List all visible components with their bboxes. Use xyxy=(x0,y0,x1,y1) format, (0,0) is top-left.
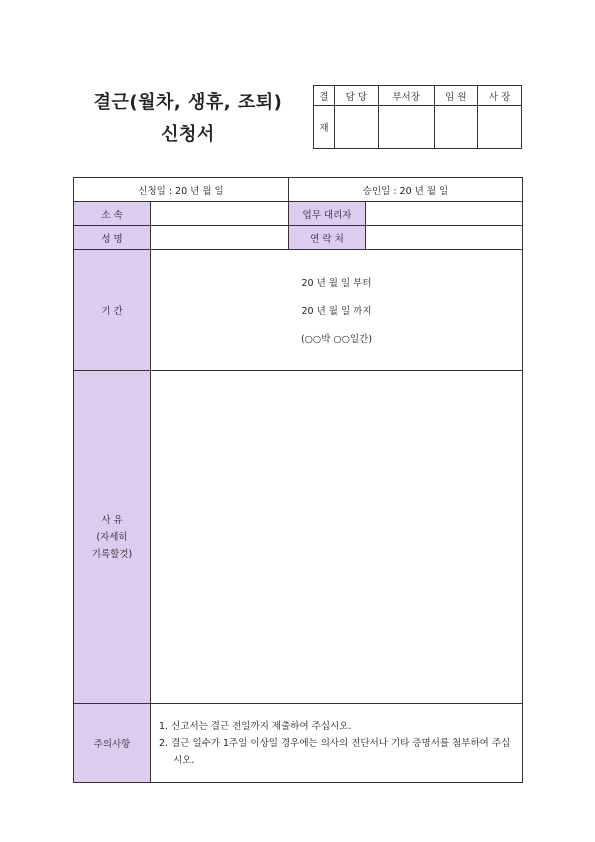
apply-date[interactable]: 신청일 : 20 년 월 일 xyxy=(74,178,289,202)
contact-label: 연 락 처 xyxy=(289,226,366,250)
form-subtitle: 신청서 xyxy=(161,124,215,145)
notes-label: 주의사항 xyxy=(74,704,151,783)
period-field[interactable] xyxy=(151,250,523,371)
note-1: 1. 신고서는 결근 전일까지 제출하여 주십시오. xyxy=(159,720,352,732)
reason-label-hint-1: (자세히 xyxy=(96,531,128,543)
contact-field[interactable] xyxy=(366,226,523,250)
approval-sign-staff[interactable] xyxy=(335,106,379,149)
application-form xyxy=(73,177,523,783)
deputy-label: 업무 대리자 xyxy=(289,202,366,226)
approval-sign-president[interactable] xyxy=(478,106,522,149)
approval-col-manager: 부서장 xyxy=(378,86,434,106)
affiliation-field[interactable] xyxy=(151,202,289,226)
approval-label-top: 결 xyxy=(314,86,335,106)
name-label: 성 명 xyxy=(74,226,151,250)
period-days: (○○박 ○○일간) xyxy=(300,334,373,345)
deputy-field[interactable] xyxy=(366,202,523,226)
reason-label xyxy=(74,371,151,704)
approval-label-bottom: 재 xyxy=(314,106,335,149)
reason-label-hint-2: 기록할것) xyxy=(91,548,133,560)
approve-date[interactable]: 승인일 : 20 년 월 일 xyxy=(289,178,523,202)
notes-content xyxy=(151,704,523,783)
reason-field[interactable] xyxy=(151,371,523,704)
form-title: 결근(월차, 생휴, 조퇴) xyxy=(93,92,283,113)
approval-col-staff: 담 당 xyxy=(335,86,379,106)
affiliation-label: 소 속 xyxy=(74,202,151,226)
approval-col-president: 사 장 xyxy=(478,86,522,106)
period-to: 20 년 월 일 까지 xyxy=(301,306,372,317)
period-label: 기 간 xyxy=(74,250,151,371)
name-field[interactable] xyxy=(151,226,289,250)
period-from: 20 년 월 일 부터 xyxy=(301,278,372,289)
approval-col-executive: 임 원 xyxy=(434,86,478,106)
reason-label-text: 사 유 xyxy=(101,514,123,526)
approval-sign-executive[interactable] xyxy=(434,106,478,149)
approval-sign-manager[interactable] xyxy=(378,106,434,149)
note-2: 2. 결근 일수가 1주일 이상일 경우에는 의사의 진단서나 기타 증명서를 첨부하여 주십시오. xyxy=(159,737,511,766)
approval-box xyxy=(313,85,522,149)
